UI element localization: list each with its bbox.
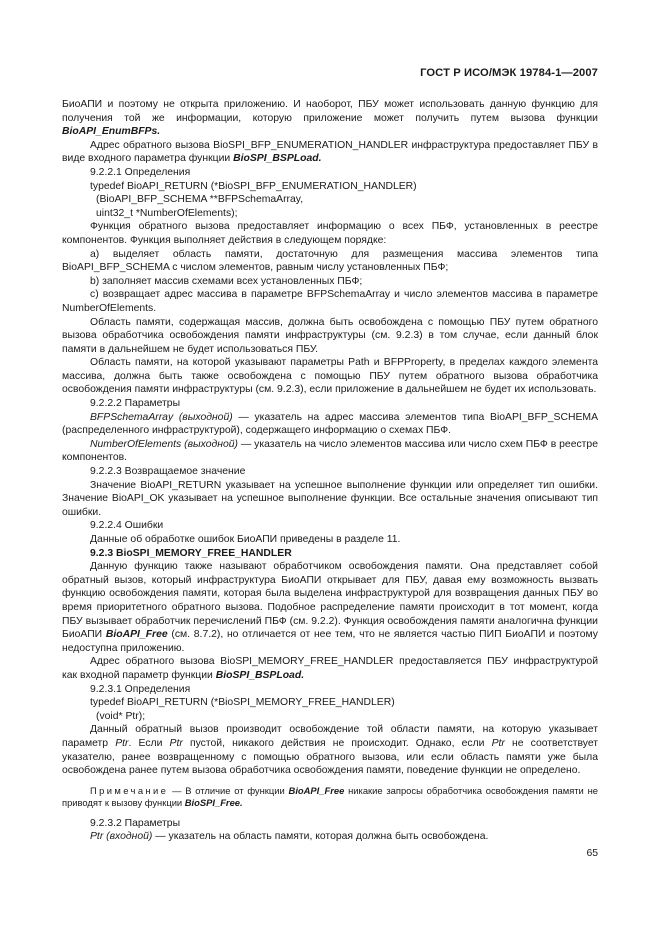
parameter-name: Ptr — [115, 737, 129, 749]
function-name: BioSPI_BSPLoad — [215, 669, 302, 681]
paragraph — [62, 560, 598, 655]
paragraph — [62, 830, 598, 844]
code-line: typedef BioAPI_RETURN (*BioSPI_MEMORY_FREE_HANDLER) — [90, 697, 395, 709]
text: Адрес обратного вызова BioSPI_MEMORY_FREE_HANDLER предоставляется ПБУ инфраструктурой как входной параметр функции — [62, 656, 598, 681]
parameter-name: Ptr — [169, 737, 183, 749]
text: Адрес обратного вызова BioSPI_BFP_ENUMERATION_HANDLER инфраструктура предоставляет ПБУ в виде входного параметра функции — [62, 139, 598, 165]
paragraph: Данные об обработке ошибок БиоАПИ приведены в разделе 11. — [90, 534, 401, 545]
code-line: typedef BioAPI_RETURN (*BioSPI_BFP_ENUMERATION_HANDLER) — [90, 180, 417, 192]
code-line: (BioAPI_BFP_SCHEMA **BFPSchemaArray, — [96, 194, 304, 206]
text: не соответствует указателю, ранее возвращенному с помощью обратного вызова, или если область памяти уже была освобождена ранее путем вызова обработчика освобождения памяти, поведение функции не определено. — [62, 737, 599, 777]
text: — указатель на адрес массива элементов типа BioAPI_BFP_SCHEMA (распределенного инфраструктурой), содержащего информацию о схемах ПБФ. — [62, 411, 599, 437]
document-body — [62, 98, 598, 844]
section-heading: 9.2.3 BioSPI_MEMORY_FREE_HANDLER — [90, 547, 292, 559]
section-heading: 9.2.2.3 Возвращаемое значение — [90, 466, 246, 478]
text: БиоАПИ и поэтому не открыта приложению. И наоборот, ПБУ может использовать данную функцию для получения той же информации, которую приложение может получить путем вызова функции — [62, 99, 598, 124]
function-name: BioAPI_Free — [105, 629, 168, 641]
paragraph: Значение BioAPI_RETURN указывает на успешное выполнение функции или определяет тип ошибки. Значение BioAPI_OK указывает на успешное выполнение функции. Все остальные значения описывают тип ошибки. — [62, 479, 598, 518]
section-heading: 9.2.2.1 Определения — [90, 166, 191, 178]
text: . Если — [128, 737, 170, 749]
note-label: Примечание — [90, 784, 169, 796]
text: . — [301, 669, 305, 681]
section-heading: 9.2.3.2 Параметры — [90, 817, 181, 829]
paragraph — [62, 655, 598, 682]
paragraph — [62, 98, 598, 139]
text: — В отличие от функции — [168, 784, 289, 796]
paragraph: Функция обратного вызова предоставляет информацию о всех ПБФ, установленных в реестре компонентов. Функция выполняет действия в следующем порядке: — [62, 221, 598, 246]
text: Данный обратный вызов производит освобождение той области памяти, на которую указывает параметр — [62, 724, 598, 749]
text: . — [240, 797, 243, 809]
note — [62, 785, 598, 810]
paragraph: Область памяти, на которой указывают параметры Path и BFPProperty, в пределах каждого элемента массива, должна быть также освобождена с помощью ПБУ путем обратного вызова обработчика освобождения памяти инфраструктуры (см. 9.2.3), если приложение в дальнейшем не будет их использовать. — [62, 357, 598, 396]
function-name: BioSPI_BSPLoad — [233, 153, 319, 165]
list-item: a) выделяет область памяти, достаточную для размещения массива элементов типа BioAPI_BFP_SCHEMA с числом элементов, равным числу установленных ПБФ; — [62, 248, 598, 274]
section-heading: 9.2.3.1 Определения — [90, 683, 191, 695]
section-heading: 9.2.2.4 Ошибки — [90, 520, 164, 532]
spacer — [62, 778, 598, 785]
paragraph — [62, 723, 598, 777]
parameter-name: Ptr (входной) — [90, 831, 153, 843]
text: — указатель на число элементов массива или число схем ПБФ в реестре компонентов. — [62, 438, 598, 464]
function-name: BioAPI_Free — [288, 784, 345, 796]
text: Данную функцию также называют обработчиком освобождения памяти. Она представляет собой обратный вызов, который инфраструктура БиоАПИ открывает для ПБУ, давая ему возможность вызвать функцию освобождения памяти, которая была выделена инфраструктурой для возвращения данных ПБУ во время приоритетного обратного вызова. Подобное распределение памяти происходит в тот момент, когда ПБУ вызывает обработчик перечислений ПБФ (см. 9.2.2). Функция освобождения памяти аналогична функции БиоАПИ — [62, 561, 598, 641]
parameter-name: NumberOfElements (выходной) — [90, 438, 238, 450]
text: никакие запросы обработчика освобождения памяти не приводят к вызову функции — [62, 784, 598, 809]
page-number: 65 — [586, 848, 598, 859]
parameter-name: BFPSchemaArray (выходной) — [90, 411, 233, 423]
paragraph: Область памяти, содержащая массив, должна быть освобождена с помощью ПБУ путем обратного вызова обработчика освобождения памяти инфраструктуры (см. 9.2.3) в том случае, если данный блок памяти в дальнейшем не будет использоваться ПБУ. — [62, 316, 598, 355]
list-item: b) заполняет массив схемами всех установленных ПБФ; — [90, 275, 363, 287]
function-name: BioAPI_EnumBFPs — [62, 126, 158, 138]
function-name: BioSPI_Free — [184, 797, 241, 809]
code-line: (void* Ptr); — [96, 710, 146, 722]
paragraph — [62, 139, 598, 166]
list-item: c) возвращает адрес массива в параметре BFPSchemaArray и число элементов массива в параметре NumberOfElements. — [62, 289, 598, 314]
spacer — [62, 810, 598, 817]
parameter-name: Ptr — [491, 737, 505, 749]
document-header: ГОСТ Р ИСО/МЭК 19784-1—2007 — [420, 67, 598, 79]
section-heading: 9.2.2.2 Параметры — [90, 398, 181, 410]
text: пустой, никакого действия не происходит. Однако, если — [182, 737, 492, 749]
paragraph — [62, 411, 598, 438]
text: — указатель на область памяти, которая должна быть освобождена. — [152, 831, 489, 843]
code-line: uint32_t *NumberOfElements); — [96, 207, 238, 219]
paragraph — [62, 438, 598, 465]
text: . — [157, 126, 161, 138]
text: (см. 8.7.2), но отличается от нее тем, что не является частью ПИП БиоАПИ и поэтому недоступна приложению. — [62, 629, 598, 654]
text: . — [318, 153, 322, 165]
